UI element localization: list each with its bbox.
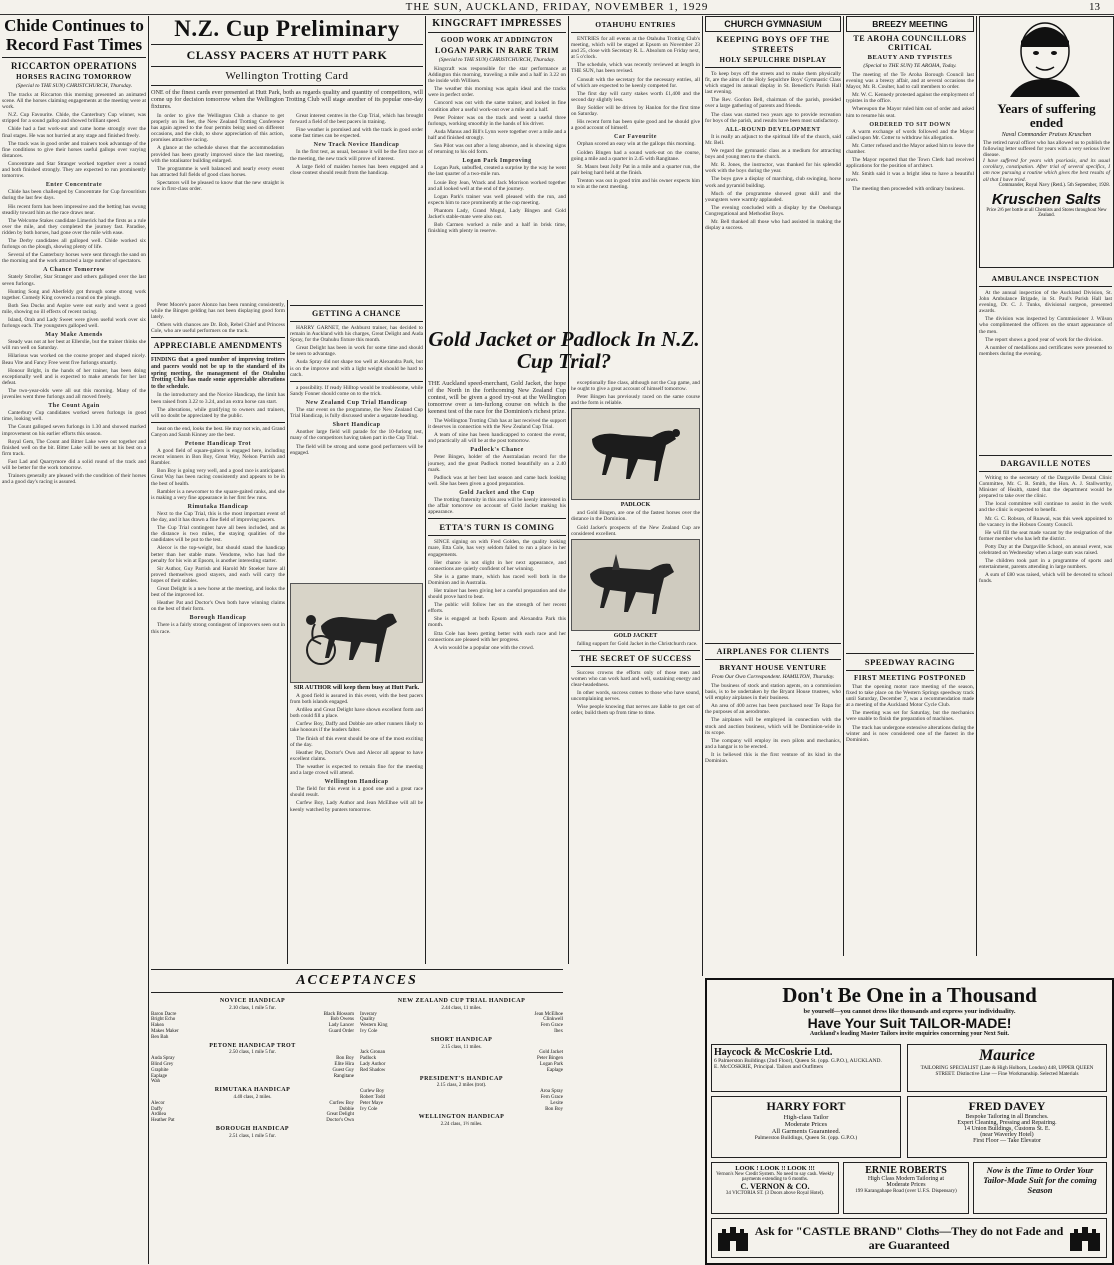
article-body: A good field is assured in this event, with the best pacers from both islands engaged. Ardilea and Great Delight have shown excellent form and both could fill a place. Curfew Boy, Daffy and Dobbie are other runners likely to take honours if the leaders falter. The finish of this event should be one of the most exciting of the day. Heather Pat, Doctor's Own and Alecor all appear to have excellent claims. The weather is expected to remain fine for the meeting and a large crowd will attend. Wellington Handicap The field for this event is a good one and a great race should result. Curfew Boy, Lady Author and Jean McElhoe will all be keenly watched by punters tomorrow. [290, 693, 423, 813]
headline: KINGCRAFT IMPRESSES [432, 18, 562, 29]
race-detail: 2.50 class, 1 mile 5 fur. [229, 1050, 276, 1056]
photo-caption: SIR AUTHOR will keep them busy at Hutt Park. [293, 685, 420, 691]
article-body: SINCE signing on with Fred Golden, the quality looking mare, Etta Cole, has very seldom failed to run a place in her engagements. Her chance is not slight in her next appearance, and connections are quietly confident of her winning. She is a game mare, which has raced well both in the Dominion and in Australia. Her trainer has been giving her a careful preparation and she should prove hard to beat. The public will follow her on the strength of her recent efforts. She is engaged at both Epsom and Alexandra Park this month. Etta Cole has been getting better with each race and her connections are pleased with her progress. A win would be a popular one with the crowd. [428, 539, 566, 651]
article-body: a possibility. If ready Hilltop would be troublesome, while Sandy Fonner should come on to the trick. New Zealand Cup Trial Handicap The star event on the programme, the New Zealand Cup Trial Handicap, is fully discussed under a separate heading. Short Handicap Another large field will parade for the 10-furlong test, many of the competitors having taken part in the Cup Trial. The field will be strong and some good performers will be engaged. [290, 384, 423, 456]
subheadline: APPRECIABLE AMENDMENTS [153, 341, 283, 351]
headline: AIRPLANES FOR CLIENTS [716, 647, 830, 656]
article-body: That the opening motor race meeting of the season, fixed to take place on the Western Springs speedway track until Saturday, December 7, was a recommendation made at a meeting of the Auckland Motor Cycle Club. The meeting was set for Saturday, but the mechanics were unable to finish the preparation of machines. The track has undergone extensive alterations during the winter and is now considered one of the fastest in the Dominion. [846, 684, 974, 743]
column-rule [568, 16, 569, 326]
column-rule [976, 16, 977, 956]
castle-brand-box [711, 1218, 1107, 1258]
dateline: (Special to THE SUN) TE AROHA, Today. [863, 63, 957, 69]
section-head: Rimutaka Handicap [187, 503, 249, 510]
headline: BREEZY MEETING [846, 16, 974, 32]
article-body: HARRY GARNET, the Ashburst trainer, has decided to remain in Auckland with his charges, Great Delight and Auda Spray, for the Otahuhu fixture this month. Great Delight has been in work for some time and should be seen to advantage. Auda Spray did not shape too well at Alexandra Park, but is on the improve and with a light weight should be hard to catch. [290, 325, 423, 378]
article-body: ENTRIES for all events at the Otahuhu Trotting Club's meeting, which will be staged at Epsom on November 23 and 25, close with Secretary R. L. Absolum on Friday next, at 5 o'clock. The schedule, which was recently reviewed at length in THE SUN, has been revised. Consult with the secretary for the necessary entries, all of which are expected to be keenly competed for. The first day will carry stakes worth £1,400 and the second day slightly less. Boy Soldier will be driven by Hanlon for the first time on Saturday. His recent form has been quite good and he should give a good account of himself. Car Favourite Orphan scored an easy win at the gallops this morning. Golden Bingen had a sound work-out on the course, going a mile and a quarter in 2.45 with Rangitane. St. Maurs beat Jolly Pat in a mile and a quarter run, the pair being hard held at the finish. Trenton was out in good trim and his owner expects him to win at the next meeting. [571, 36, 700, 190]
naval-officer-portrait-icon [980, 17, 1111, 97]
section-head: A Chance Tomorrow [43, 267, 105, 274]
otahuhu-entries-article [571, 16, 700, 326]
race-name: RIMUTAKA HANDICAP [214, 1087, 291, 1094]
chide-article [2, 16, 146, 1264]
dateline: (Special to THE SUN) CHRISTCHURCH, Thursday. [15, 83, 133, 89]
ad-tagline: be yourself—you cannot dress like thousands and express your individuality. [803, 1008, 1016, 1015]
article-body: Success crowns the efforts only of those men and women who can work hard and well, sustaining energy and clear-headedness. In other words, success comes to those who have sound, uncomplaining nerves. Wise people knowing that nerves are liable to get out of order, build them up from time to time. [571, 669, 700, 717]
ambulance-article [979, 272, 1112, 452]
article-lead: THE Auckland speed-merchant, Gold Jacket, the hope of the North in the forthcoming New Zealand Cup contest, will be given a good try-out at the Wellington tomorrow over a ten-furlong course on which is the keenest test of the race for the Dominion's richest prize. [428, 380, 566, 415]
church-gymnasium-article [705, 16, 841, 636]
race-detail: 2.10 class, 1 mile 5 fur. [229, 1005, 276, 1011]
section-head: Padlock's Chance [470, 447, 524, 454]
article-body: At the annual inspection of the Auckland Division, St. John Ambulance Brigade, in St. Paul's Parish Hall last evening, Dr. C. J. Tunks, divisional surgeon, presented awards. The division was inspected by Commissioner J. Wilson who complimented the officers on the smart appearance of the men. The report shows a good year of work for the division. A number of medallions and certificates were presented to members during the evening. [979, 290, 1112, 357]
maurice-box [907, 1044, 1107, 1092]
subheadline: LOGAN PARK IN RARE TRIM [434, 46, 560, 55]
tailor-name: ERNIE ROBERTS [865, 1165, 947, 1176]
tailor-made-advertisement [705, 978, 1114, 1265]
castle-brand-text: Ask for "CASTLE BRAND" Cloths—They do not Fade and are Guaranteed [754, 1224, 1064, 1252]
castle-icon [1068, 1223, 1102, 1253]
cup-preliminary-article [151, 16, 423, 298]
article-lead: ONE of the finest cards ever presented at Hutt Park, both as regards quality and quantity of competitors, will come up for decision tomorrow when the Wellington Trotting Club will stage another of its popular one-day fixtures. [151, 89, 423, 110]
tailor-detail: TAILORING SPECIALIST (Late & High Holborn, London) 448, UPPER QUEEN STREET. Distinctive Line — Fine Workmanship. Selected Materials [920, 1065, 1094, 1077]
dargaville-notes-article [979, 452, 1112, 962]
breezy-meeting-article [846, 16, 974, 306]
gold-jacket-column-1 [428, 380, 566, 966]
article-body: falling support for Gold Jacket in the Christchurch race. [577, 640, 698, 647]
acceptances-block [151, 966, 563, 1262]
section-head: The Count Again [48, 403, 100, 410]
race-detail: 2.51 class, 1 mile 5 fur. [229, 1133, 276, 1139]
subheadline: BRYANT HOUSE VENTURE [719, 663, 827, 672]
race-name: BOROUGH HANDICAP [215, 1125, 290, 1132]
article-body: In the introductory and the Novice Handicap, the limit has been raised from 3.22 to 3.24, and an extra horse can start. The alterations, while gratifying to owners and trainers, will no doubt be appreciated by the public. [151, 392, 285, 419]
article-body: The tracks at Riccarton this morning presented an animated scene. All the horses claiming engagements at the meeting were at work. N.Z. Cup Favourite. Chide, the Canterbury Cup winner, was stripped for a sound gallop and showed brilliant speed. Chide had a fast work-out and came home strongly over the final stages. He was not hurried at any stage and finished freely. The track was in good order and trainers took advantage of the fine conditions to give their horses useful gallops over varying distances. Concentrate and Star Stranger worked together over a round and both finished strongly. They are expected to run prominently tomorrow. Enter Concentrate Chide has been challenged by Concentrate for Cup favouritism during the last few days. His recent form has been impressive and the betting has swung steadily toward him as the race draws near. The Welcome Stakes candidate Limerick had the firsts as a rule over the mile, and they completed the journey fast. Paradise, ridden by both horses, had gone over the mile with ease. The Derby candidates all galloped well. Chide worked six furlongs on the plough, showing plenty of life. Several of the Canterbury horses were sent through the sand on the morning and the work attracted a large number of spectators. A Chance Tomorrow Stately Stroller, Star Stranger and others galloped over the last seven furlongs. Hunting Song and Aberfeldy got through some strong work together. Comedy King covered a round on the plough. Both Sea Ducks and Aspire were out early and went a good mile, showing no ill effects of recent racing. Island, Orah and Lady Sweet were given useful work over six furlongs each. The youngsters galloped well. May Make Amends Steady was not at her best at Ellerslie, but the trainer thinks she will run well on Saturday. Hilarious was worked on the course proper and shaped nicely. Beau Vite and Fancy Free went five furlongs smartly. Honour Bright, in the hands of her trainer, has been doing exceptionally well and is expected to make amends for her last defeat. The two-year-olds were all out this morning. Many of the juveniles went three furlongs and all moved freely. The Count Again Canterbury Cup candidates worked seven furlongs in good time, looking well. The Count galloped seven furlongs in 1.30 and showed marked improvement on his earlier efforts this season. Royal Gem, The Count and Bitter Lake were out together and finished well on the bit. Bitter Lake will be seen at his best on a firm track. Fast Lad and Quarrymore did a solid round of the track and will be better for the work tomorrow. Trainers generally are pleased with the condition of their horses and a good day's racing is assured. [2, 92, 146, 486]
tailor-name: HARRY FORT [766, 1099, 846, 1113]
haycock-box [711, 1044, 901, 1092]
column-rule [843, 16, 844, 956]
ad-subheadline: Have Your Suit TAILOR-MADE! [807, 1015, 1012, 1031]
ad-headline: Don't Be One in a Thousand [782, 983, 1037, 1007]
ernie-roberts-box: ERNIE ROBERTS High Class Modern Tailoring at Moderate Prices 199 Karangahape Road (over U.F.S. Dispensary) [843, 1162, 969, 1214]
article-body: The business of stock and station agents, on a commission basis, is to be undertaken by the Bryant House trustees, who will employ airplanes in their business. An area of 400 acres has been purchased near Te Rapa for the purposes of an aerodrome. The airplanes will be employed in connection with the stock and auction business, which will be Dominion-wide in its scope. The company will employ its own pilots and mechanics, and a hangar is to be erected. It is believed this is the first venture of its kind in the Dominion. [705, 683, 841, 765]
article-body: To keep boys off the streets and to make them physically fit, are the aims of the Holy Sepulchre Boys' Gymnastic Class which staged its annual display in St. Benedict's Parish Hall last evening. The Rev. Gordon Bell, chairman of the parish, presided over a large gathering of parents and friends. The class was started two years ago to provide recreation for boys of the parish, and results have been most satisfactory. ALL-ROUND DEVELOPMENT It is really an adjunct to the spiritual life of the church, said Mr. Bell. We regard the gymnastic class as a medium for attracting boys and young men to the church. Mr. R. Jones, the instructor, was thanked for his splendid work with the boys during the year. The boys gave a display of marching, club swinging, horse work and pyramid building. Much of the programme showed great skill and the youngsters were warmly applauded. The evening concluded with a display by the Onehunga Congregational and Methodist Boys. Mr. Bell thanked all those who had assisted in making the display a success. [705, 71, 841, 232]
headline: ACCEPTANCES [296, 973, 418, 988]
headline: N.Z. Cup Preliminary [174, 16, 400, 41]
article-body: Great interest centres in the Cup Trial, which has brought forward a field of the best pacers in training. Fine weather is promised and with the track in good order some fast times can be expected. New Track Novice Handicap In the first test, as usual, because it will be the first race at the meeting, the new track will prove of interest. A large field of maiden horses has been engaged and a close contest should result from the handicap. [290, 113, 423, 176]
tailor-address: 34 VICTORIA ST. (3 Doors above Royal Hotel). [725, 1191, 825, 1196]
ad-quote: I have suffered for years with psoriasis, and its usual corollary, constipation. After trial of several specifics, I am now pursuing a routine which gives the best results of all that I have tried. [983, 158, 1110, 183]
dateline: (Special to THE SUN) CHRISTCHURCH, Thursday. [438, 57, 556, 63]
race-detail: 2.44 class, 11 miles. [441, 1005, 482, 1011]
subheadline: GOOD WORK AT ADDINGTON [440, 36, 554, 44]
kruschen-advertisement [979, 16, 1114, 268]
gold-jacket-horse-image [572, 540, 699, 630]
subheadline: GETTING A CHANCE [312, 309, 401, 318]
article-body: The meeting of the Te Aroha Borough Council last evening was a breezy affair, and at several occasions the Mayor, Mr. R. Coulter, had to call members to order. Mr. W. C. Kennedy protested against the employment of typistes in the office. Whereupon the Mayor ruled him out of order and asked him to resume his seat. ORDERED TO SIT DOWN A warm exchange of words followed and the Mayor called upon Mr. Cotter to withdraw his allegation. Mr. Cotter refused and the Mayor asked him to leave the chamber. The Mayor reported that the Town Clerk had received applications for the position of architect. Mr. Smith said it was a bright idea to have a beautiful town. The meeting then proceeded with ordinary business. [846, 72, 974, 192]
subheadline: THE SECRET OF SUCCESS [579, 653, 692, 663]
subheadline: FIRST MEETING POSTPONED [853, 674, 967, 682]
headline: OTAHUHU ENTRIES [595, 20, 676, 29]
padlock-horse-image [572, 409, 699, 499]
vernon-box: LOOK ! LOOK !! LOOK !!! Vernon's New Credit System. No need to say cash. Weekly payments extending to 6 months. C. VERNON & CO. 34 VICTORIA ST. (3 Doors above Royal Hotel). [711, 1162, 839, 1214]
headline: CHURCH GYMNASIUM [705, 16, 841, 32]
section-head: Gold Jacket and the Cup [459, 489, 535, 496]
race-name: NEW ZEALAND CUP TRIAL HANDICAP [397, 998, 526, 1004]
tailor-name: C. VERNON & CO. [740, 1182, 810, 1191]
fred-davey-box: FRED DAVEY Bespoke Tailoring in all Branches. Expert Cleaning, Pressing and Repairing. 14 Union Buildings, Customs St. E. (near Waverley Hotel) First Floor — Take Elevator [907, 1096, 1107, 1158]
section-head: ORDERED TO SIT DOWN [869, 121, 951, 128]
gold-jacket-photo [571, 539, 700, 631]
column-rule [287, 300, 288, 964]
headline: SPEEDWAY RACING [864, 657, 956, 667]
tailor-address: Palmerston Buildings, Queen St. (opp. G.P.O.) [754, 1135, 858, 1141]
now-is-the-time-box: Now is the Time to Order Your Tailor-Made Suit for the coming Season [973, 1162, 1107, 1214]
tailor-people: E. McCOSKRIE, Principal. Tailors and Outfitters [714, 1064, 824, 1070]
section-head: New Zealand Cup Trial Handicap [305, 399, 408, 406]
race-detail: 2.24 class, 1½ miles. [440, 1122, 483, 1128]
section-head: Petone Handicap Trot [184, 441, 252, 447]
section-head: May Make Amends [45, 332, 103, 339]
tailor-name: Haycock & McCoskrie Ltd. [714, 1047, 833, 1058]
race-detail: 4.40 class, 2 miles. [233, 1094, 272, 1100]
article-body: The Wellington Trotting Club has at last received the support it deserves in connection with the New Zealand Cup Trial. A team of nine has been handicapped to contest the event, and practically all will be at the post tomorrow. Padlock's Chance Peter Bingen, holder of the Australasian record for the journey, and the great Padlock trotted beautifully on a 2.40 mark. Padlock was at her best last season and came back looking well. She has been given a good preparation. Gold Jacket and the Cup The trotting fraternity in this area will be keenly interested in the affair tomorrow on account of Gold Jacket making his appearance. [428, 418, 566, 516]
photo-caption: GOLD JACKET [613, 632, 658, 639]
subheadline: HORSES RACING TOMORROW [16, 73, 132, 81]
subheadline: RICCARTON OPERATIONS [10, 61, 138, 71]
dateline: From Our Own Correspondent. HAMILTON, Thursday. [711, 674, 835, 680]
speedway-article [846, 650, 974, 960]
subheadline: ETTA'S TURN IS COMING [439, 522, 555, 533]
ad-price: Price 2/6 per bottle at all Chemists and Stores throughout New Zealand. [986, 207, 1107, 218]
airplanes-article [705, 640, 841, 972]
kingcraft-article [428, 16, 566, 326]
harry-fort-box: HARRY FORT High-class Tailor Moderate Prices All Garments Guaranteed. Palmerston Buildings, Queen St. (opp. G.P.O.) [711, 1096, 901, 1158]
column-rule [702, 16, 703, 976]
page-number: 13 [1089, 1, 1100, 13]
article-body: exceptionally fine class, although not the Cup game, and he ought to give a great account of himself tomorrow. Peter Bingen has previously raced on the same course and the form is reliable. [571, 380, 700, 407]
kruschen-brand: Kruschen Salts [991, 190, 1102, 208]
article-body: Kingcraft was responsible for the star performance at Addington this morning, traveling a mile and a half in 3.22 on the inside with Willisen. The weather this morning was again ideal and the tracks were in perfect order. Concord was out with the same trainer, and looked in fine condition after a useful work-out over a mile and a half. Peter Pointer was on the track and went a useful three furlongs, working smoothly in the hands of his driver. Auda Manus and Bill's Lynn were together over a mile and a half and finished strongly. Sea Pilot was out after a long absence, and is showing signs of returning to his old form. Logan Park Improving Logan Park, unbuffed, created a surprise by the way he went the last quarter of a two-mile run. Louie Boy Jean, Wrack and Jack Morrison worked together and all looked well at the end of the journey. Logan Park's trainer was well pleased with the run, and expects him to race prominently at the cup meeting. Phantom Lady, Grand Mogul, Lady Bingen and Gold Jacket's stable-mate were also out. Bob Carmen worked a mile and a half in brisk time, finishing with plenty in reserve. [428, 66, 566, 235]
race-name: NOVICE HANDICAP [219, 998, 286, 1004]
section-head: New Track Novice Handicap [313, 142, 400, 149]
article-body: FINDING that a good number of improving trotters and pacers would not be up to the standard of its spring meeting, the management of the Otahuhu Trotting Club has made some appreciable alterations to the schedule. [151, 357, 285, 390]
tailor-name: Maurice [979, 1047, 1035, 1064]
newspaper-title: THE SUN, AUCKLAND, FRIDAY, NOVEMBER 1, 1929 [405, 1, 709, 13]
section-head: Short Handicap [332, 422, 381, 429]
subheadline: TE AROHA COUNCILLORS CRITICAL [853, 34, 967, 52]
article-body: Peter Moore's pacer Alonzo has been running consistently, while the Bingen gelding has not been displaying good form lately. Others with chances are Dr. Bob, Rebel Chief and Princess Cole, who are useful performers on the track. [151, 302, 285, 335]
article-body: In order to give the Wellington Club a chance to get properly on its feet, the New Zealand Trotting Conference has again agreed to the four permits being used on different occasions, and the club, to show appreciation of this action, promises attractive racing. A glance at the schedule shows that the accommodation provided has been greatly improved since the last meeting, with the totalisator building enlarged. The programme is well balanced and nearly every event has attracted full fields of good class horses. Spectators will be pleased to know that the new straight is now in first-class order. [151, 113, 284, 193]
tailor-name: FRED DAVEY [968, 1099, 1046, 1113]
article-body: Writing to the secretary of the Dargaville Dental Clinic Committee, Mr. C. R. Smith, the Hon. A. J. Stallworthy, Minister of Health, stated that the department would be prepared to take over the clinic. The local committee will continue to assist in the work and the clinic is expected to benefit. Mr. G. C. Robson, of Ruawai, was this week appointed to the vacancy in the Hobson County Council. He will fill the seat made vacant by the resignation of the former member who has left the district. Potty Day at the Dargaville School, on annual event, was celebrated on Wednesday when a large sum was raised. The children took part in a programme of sports and entertainment, parents attending in large numbers. A sum of £80 was raised, which will be devoted to school funds. [979, 475, 1112, 585]
race-name: SHORT HANDICAP [430, 1036, 493, 1043]
ad-signature: Commander, Royal Navy (Retd.). 5th September, 1928. [998, 182, 1110, 188]
article-body: heat on the end, looks the best. He may not win, and Grand Canyon and Sarah Kinney are the best. Petone Handicap Trot A good field of square-gaiters is engaged here, including recent winners in Bon Boy, Great Way, Nelson Parrish and Rambler. Bon Boy is going very well, and a good race is anticipated. Great Way has been racing consistently and appears to be in the best of health. Rambler is a newcomer to the square-gaited ranks, and she is making a very fine appearance in her first few runs. Rimutaka Handicap Next to the Cup Trial, this is the most important event of the day, and it has drawn a fine field of improving pacers. The Cup Trial contingent have all been included, and as the distance is two miles, the staying qualities of the candidates will be put to the test. Alecor is the top-weight, but should stand the handicap better than her stable mate. Vendome, who has had the penalty for his win at Epsom, is another interesting starter. Sir Author, Guy Parrish and Harold Mr Stoeker have all proved themselves good stayers, and each will carry the hopes of their stables. Great Delight is a new horse at the meeting, and looks the best of the improved lot. Heather Pat and Doctor's Own both have winning claims on the best of their form. Borough Handicap There is a fairly strong contingent of improvers seen out in this race. [151, 425, 285, 635]
column-rule [425, 16, 426, 326]
article-body: and Gold Bingen, are one of the fastest horses over the distance in the Dominion. Gold Jacket's prospects of the New Zealand Cup are considered excellent. [571, 510, 700, 537]
subheadline: KEEPING BOYS OFF THE STREETS [716, 34, 830, 54]
ad-headline: Years of suffering ended [997, 101, 1096, 130]
race-name: PETONE HANDICAP TROT [209, 1042, 296, 1049]
ad-body: The retired naval officer who has allowed us to publish the following letter suffered for years with a very serious liver disease. [983, 140, 1110, 159]
subheadline: Wellington Trotting Card [225, 70, 349, 82]
photo-caption: PADLOCK [620, 502, 651, 509]
hutt-park-continued [151, 302, 285, 962]
ad-subhead: Naval Commander Praises Kruschen [1001, 132, 1092, 138]
castle-icon [716, 1223, 750, 1253]
acceptances-column: NEW ZEALAND CUP TRIAL HANDICAP 2.44 class, 11 miles. Inverary Jean McElhoe Quality Clinkwell Western King Fern Grace Ivy Cole Ibex SHORT HANDICAP 2.15 class, 11 miles. Jack Gronan Gold Jacket Padlock Peter Bingen Lady Author Logan Park Red Shadow Eaplage PRESIDENT'S HANDICAP 2.15 class, 2 miles (trot). Curlew Boy Aroa Spray Robert Todd Fern Grace Peter Maye Lexite Ivy Cole Bon Boy WELLINGTON HANDICAP 2.24 class, 1½ miles. [360, 998, 563, 1128]
section-head: Car Favourite [614, 134, 657, 141]
acceptances-column: NOVICE HANDICAP 2.10 class, 1 mile 5 fur. Baron Dacre Black Blossom Bright Echo Bob Owens Hakea Lady Lancer Makes Maker Guard Order Ben Bah PETONE HANDICAP TROT 2.50 class, 1 mile 5 fur. Auda Spray Bon Boy Blind Grey Elite Hira Graphite Guest Guy Eaplage Rangitane Wah RIMUTAKA HANDICAP 4.40 class, 2 miles. Alecor Curfew Boy Daffy Dobbie Ardilea Great Delight Heather Pat Doctor's Own BOROUGH HANDICAP 2.51 class, 1 mile 5 fur. [151, 998, 354, 1139]
subheadline: CLASSY PACERS AT HUTT PARK [186, 48, 388, 62]
headline: Chide Continues to Record Fast Times [4, 16, 144, 54]
race-detail: 2.15 class, 2 miles (trot). [436, 1083, 487, 1089]
headline: Gold Jacket or Padlock In N.Z. Cup Trial? [428, 328, 700, 373]
headline: DARGAVILLE NOTES [1000, 459, 1091, 468]
subheadline: BEAUTY AND TYPISTES [867, 54, 953, 61]
race-name: PRESIDENT'S HANDICAP [419, 1075, 504, 1082]
ad-subheadline-2: Auckland's leading Master Tailors invite enquiries concerning your Next Suit. [809, 1031, 1010, 1037]
headline: AMBULANCE INSPECTION [991, 274, 1100, 283]
section-head: Enter Concentrate [45, 182, 103, 189]
gold-jacket-column-2 [571, 380, 700, 964]
race-name: WELLINGTON HANDICAP [418, 1114, 505, 1121]
race-detail: 2.15 class, 11 miles. [441, 1044, 482, 1050]
section-head: ALL-ROUND DEVELOPMENT [725, 126, 821, 133]
subheadline: HOLY SEPULCHRE DISPLAY [719, 56, 827, 64]
section-head: Logan Park Improving [462, 158, 532, 165]
masthead [0, 0, 1114, 15]
tailor-address: 6 Palmerston Buildings (2nd Floor), Queen St. (opp. G.P.O.), AUCKLAND. [714, 1058, 882, 1064]
gold-jacket-headline-block [428, 328, 700, 376]
column-rule [148, 16, 149, 1264]
padlock-photo [571, 408, 700, 500]
